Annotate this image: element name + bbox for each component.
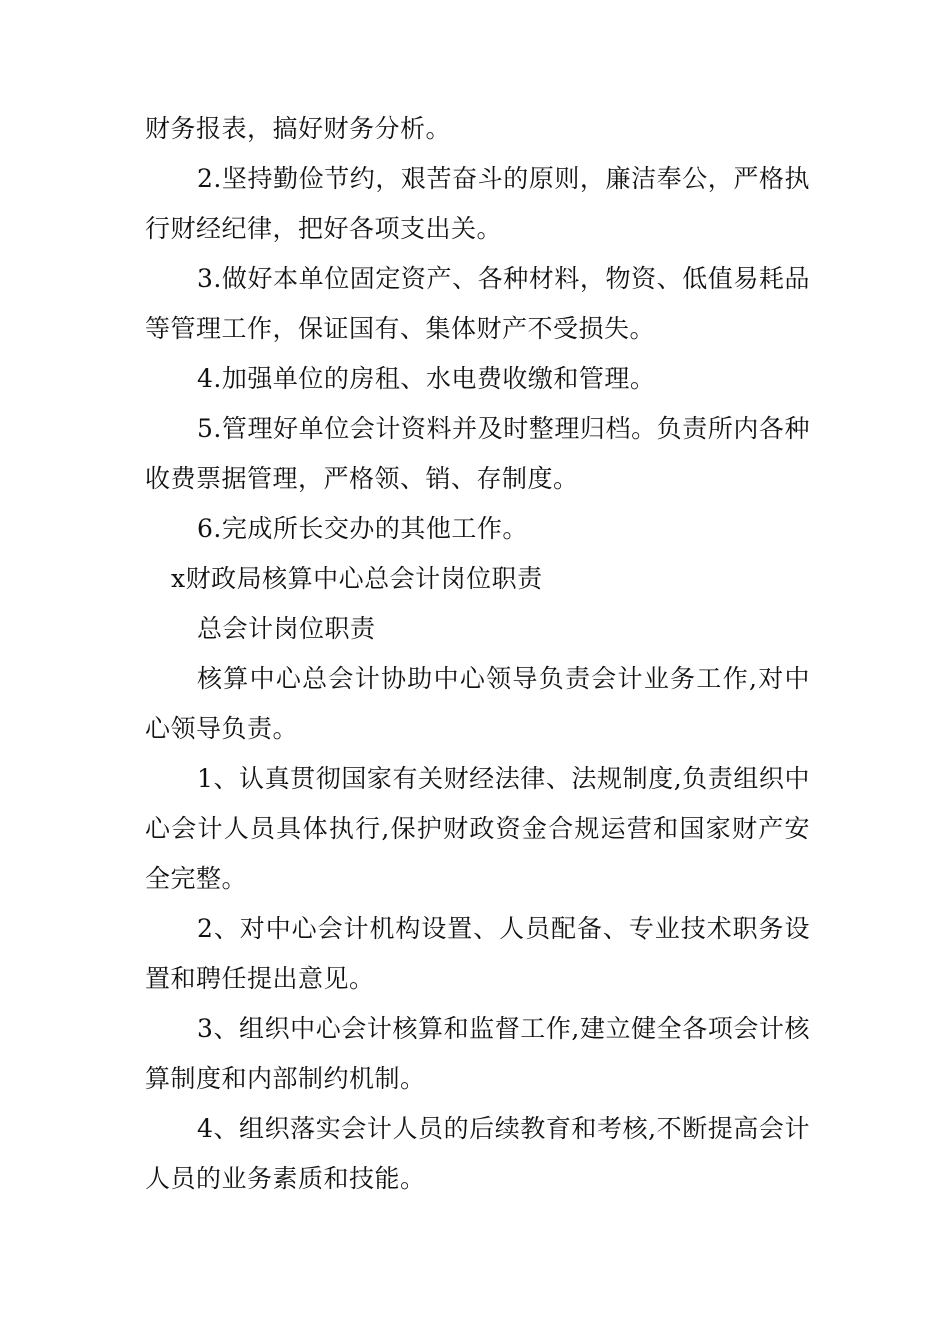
duty-item-2: 2、对中心会计机构设置、人员配备、专业技术职务设置和聘任提出意见。 xyxy=(145,914,810,993)
document-body xyxy=(145,104,810,1204)
paragraph-intro: 核算中心总会计协助中心领导负责会计业务工作,对中心领导负责。 xyxy=(145,664,810,743)
paragraph-continuation: 财务报表，搞好财务分析。 xyxy=(145,114,452,143)
section-heading: x财政局核算中心总会计岗位职责 xyxy=(171,564,543,593)
sub-heading: 总会计岗位职责 xyxy=(197,614,376,643)
paragraph-item-3: 3.做好本单位固定资产、各种材料，物资、低值易耗品等管理工作，保证国有、集体财产不受损失。 xyxy=(145,264,810,343)
duty-item-4: 4、组织落实会计人员的后续教育和考核,不断提高会计人员的业务素质和技能。 xyxy=(145,1114,810,1193)
duty-item-1: 1、认真贯彻国家有关财经法律、法规制度,负责组织中心会计人员具体执行,保护财政资金合规运营和国家财产安全完整。 xyxy=(145,764,810,893)
paragraph-item-2: 2.坚持勤俭节约，艰苦奋斗的原则，廉洁奉公，严格执行财经纪律，把好各项支出关。 xyxy=(145,164,810,243)
paragraph-item-5: 5.管理好单位会计资料并及时整理归档。负责所内各种收费票据管理，严格领、销、存制度。 xyxy=(145,414,810,493)
paragraph-item-6: 6.完成所长交办的其他工作。 xyxy=(197,514,528,543)
paragraph-item-4: 4.加强单位的房租、水电费收缴和管理。 xyxy=(197,364,656,393)
duty-item-3: 3、组织中心会计核算和监督工作,建立健全各项会计核算制度和内部制约机制。 xyxy=(145,1014,810,1093)
